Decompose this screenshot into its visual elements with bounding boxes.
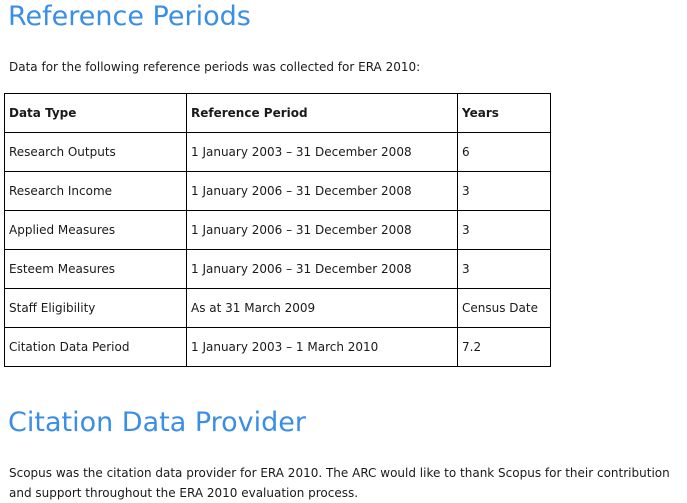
table-row [5,328,551,367]
cell-years: 6 [458,133,551,172]
reference-periods-table [4,93,551,367]
cell-years: 3 [458,250,551,289]
cell-years: 7.2 [458,328,551,367]
cell-reference-period: 1 January 2006 – 31 December 2008 [187,211,458,250]
cell-reference-period: 1 January 2003 – 1 March 2010 [187,328,458,367]
cell-reference-period: As at 31 March 2009 [187,289,458,328]
table-row [5,211,551,250]
header-data-type: Data Type [5,94,187,133]
cell-data-type: Research Income [5,172,187,211]
header-reference-period: Reference Period [187,94,458,133]
table-row [5,133,551,172]
citation-data-provider-heading: Citation Data Provider [8,407,307,438]
table-row [5,289,551,328]
table-header-row [5,94,551,133]
cell-years: 3 [458,211,551,250]
reference-periods-heading: Reference Periods [8,1,251,32]
cell-years: Census Date [458,289,551,328]
cell-reference-period: 1 January 2003 – 31 December 2008 [187,133,458,172]
table-row [5,250,551,289]
cell-reference-period: 1 January 2006 – 31 December 2008 [187,172,458,211]
cell-years: 3 [458,172,551,211]
cell-data-type: Staff Eligibility [5,289,187,328]
cell-data-type: Applied Measures [5,211,187,250]
cell-data-type: Research Outputs [5,133,187,172]
table-row [5,172,551,211]
cell-data-type: Esteem Measures [5,250,187,289]
cell-reference-period: 1 January 2006 – 31 December 2008 [187,250,458,289]
cell-data-type: Citation Data Period [5,328,187,367]
citation-data-provider-text: Scopus was the citation data provider for ERA 2010. The ARC would like to thank Scopus for their contribution and support throughout the ERA 2010 evaluation process. [9,466,670,500]
reference-periods-intro: Data for the following reference periods was collected for ERA 2010: [9,60,421,74]
header-years: Years [458,94,551,133]
